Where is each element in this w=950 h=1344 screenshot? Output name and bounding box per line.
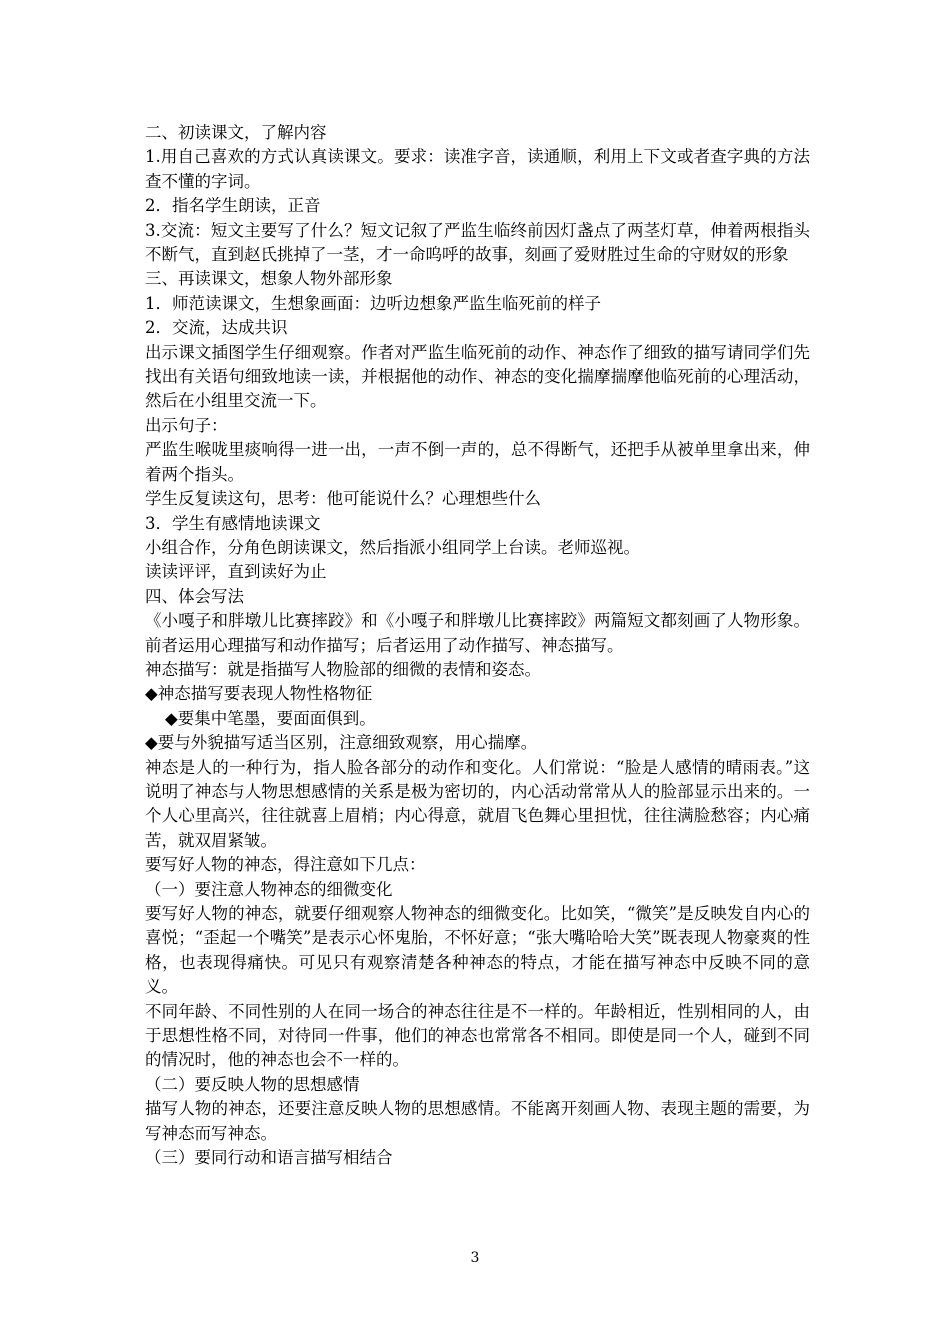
paragraph: 2．指名学生朗读，正音 xyxy=(145,196,321,216)
bullet-item: ◆神态描写要表现人物性格物征 xyxy=(145,684,373,704)
paragraph: 神态是人的一种行为，指人脸各部分的动作和变化。人们常说：“脸是人感情的晴雨表。”这说明了神态与人物思想感情的关系是极为密切的，内心活动常常从人的脸部显示出来的。一个人心里高兴，往往就喜上眉梢；内心得意，就眉飞色舞心里担忧，往往满脸愁容；内心痛苦，就双眉紧皱。 xyxy=(145,757,810,850)
paragraph: 3．学生有感情地读课文 xyxy=(145,513,321,533)
paragraph: 《小嘎子和胖墩儿比赛摔跤》和《小嘎子和胖墩儿比赛摔跤》两篇短文都刻画了人物形象。前者运用心理描写和动作描写；后者运用了动作描写、神态描写。 xyxy=(145,611,810,655)
paragraph: 读读评评，直到读好为止 xyxy=(145,562,327,582)
paragraph: 1.用自己喜欢的方式认真读课文。要求：读准字音，读通顺，利用上下文或者查字典的方法查不懂的字词。 xyxy=(145,147,810,191)
paragraph: 描写人物的神态，还要注意反映人物的思想感情。不能离开刻画人物、表现主题的需要，为写神态而写神态。 xyxy=(145,1099,810,1143)
paragraph: 严监生喉咙里痰响得一进一出，一声不倒一声的，总不得断气，还把手从被单里拿出来，伸着两个指头。 xyxy=(145,440,810,484)
heading-writing-method: 四、体会写法 xyxy=(145,586,244,606)
paragraph: 3.交流：短文主要写了什么？短文记叙了严监生临终前因灯盏点了两茎灯草，伸着两根指头不断气，直到赵氏挑掉了一茎，才一命呜呼的故事，刻画了爱财胜过生命的守财奴的形象 xyxy=(145,220,810,265)
page-number: 3 xyxy=(470,1250,480,1266)
subheading: （一）要注意人物神态的细微变化 xyxy=(145,879,393,899)
paragraph: 2．交流，达成共识 xyxy=(145,318,288,338)
paragraph: 学生反复读这句，思考：他可能说什么？心理想些什么 xyxy=(145,489,541,509)
paragraph: 小组合作，分角色朗读课文，然后指派小组同学上台读。老师巡视。 xyxy=(145,537,640,557)
heading-first-reading: 二、初读课文，了解内容 xyxy=(145,123,327,142)
subheading: （三）要同行动和语言描写相结合 xyxy=(145,1148,393,1168)
paragraph: 要写好人物的神态，得注意如下几点： xyxy=(145,855,426,875)
paragraph: 出示句子： xyxy=(145,415,228,435)
paragraph: 要写好人物的神态，就要仔细观察人物神态的细微变化。比如笑，“微笑”是反映发自内心的喜悦；“歪起一个嘴笑”是表示心怀鬼胎，不怀好意；“张大嘴哈哈大笑”既表现人物豪爽的性格，也表现得痛快。可见只有观察清楚各种神态的特点，才能在描写神态中反映不同的意义。 xyxy=(145,904,810,997)
paragraph: 1．师范读课文，生想象画面：边听边想象严监生临死前的样子 xyxy=(145,293,601,313)
paragraph: 不同年龄、不同性别的人在同一场合的神态往往是不一样的。年龄相近，性别相同的人，由于思想性格不同，对待同一件事，他们的神态也常常各不相同。即使是同一个人，碰到不同的情况时，他的神态也会不一样的。 xyxy=(145,1001,810,1070)
bullet-item: ◆要与外貌描写适当区别，注意细致观察，用心揣摩。 xyxy=(145,733,538,753)
paragraph: 出示课文插图学生仔细观察。作者对严监生临死前的动作、神态作了细致的描写请同学们先找出有关语句细致地读一读，并根据他的动作、神态的变化揣摩揣摩他临死前的心理活动，然后在小组里交流一下。 xyxy=(145,342,810,411)
paragraph: 神态描写：就是指描写人物脸部的细微的表情和姿态。 xyxy=(145,659,541,679)
subheading: （二）要反映人物的思想感情 xyxy=(145,1074,360,1094)
document-body xyxy=(145,121,810,1170)
bullet-item: ◆要集中笔墨，要面面俱到。 xyxy=(165,708,376,728)
heading-second-reading: 三、再读课文，想象人物外部形象 xyxy=(145,269,393,289)
